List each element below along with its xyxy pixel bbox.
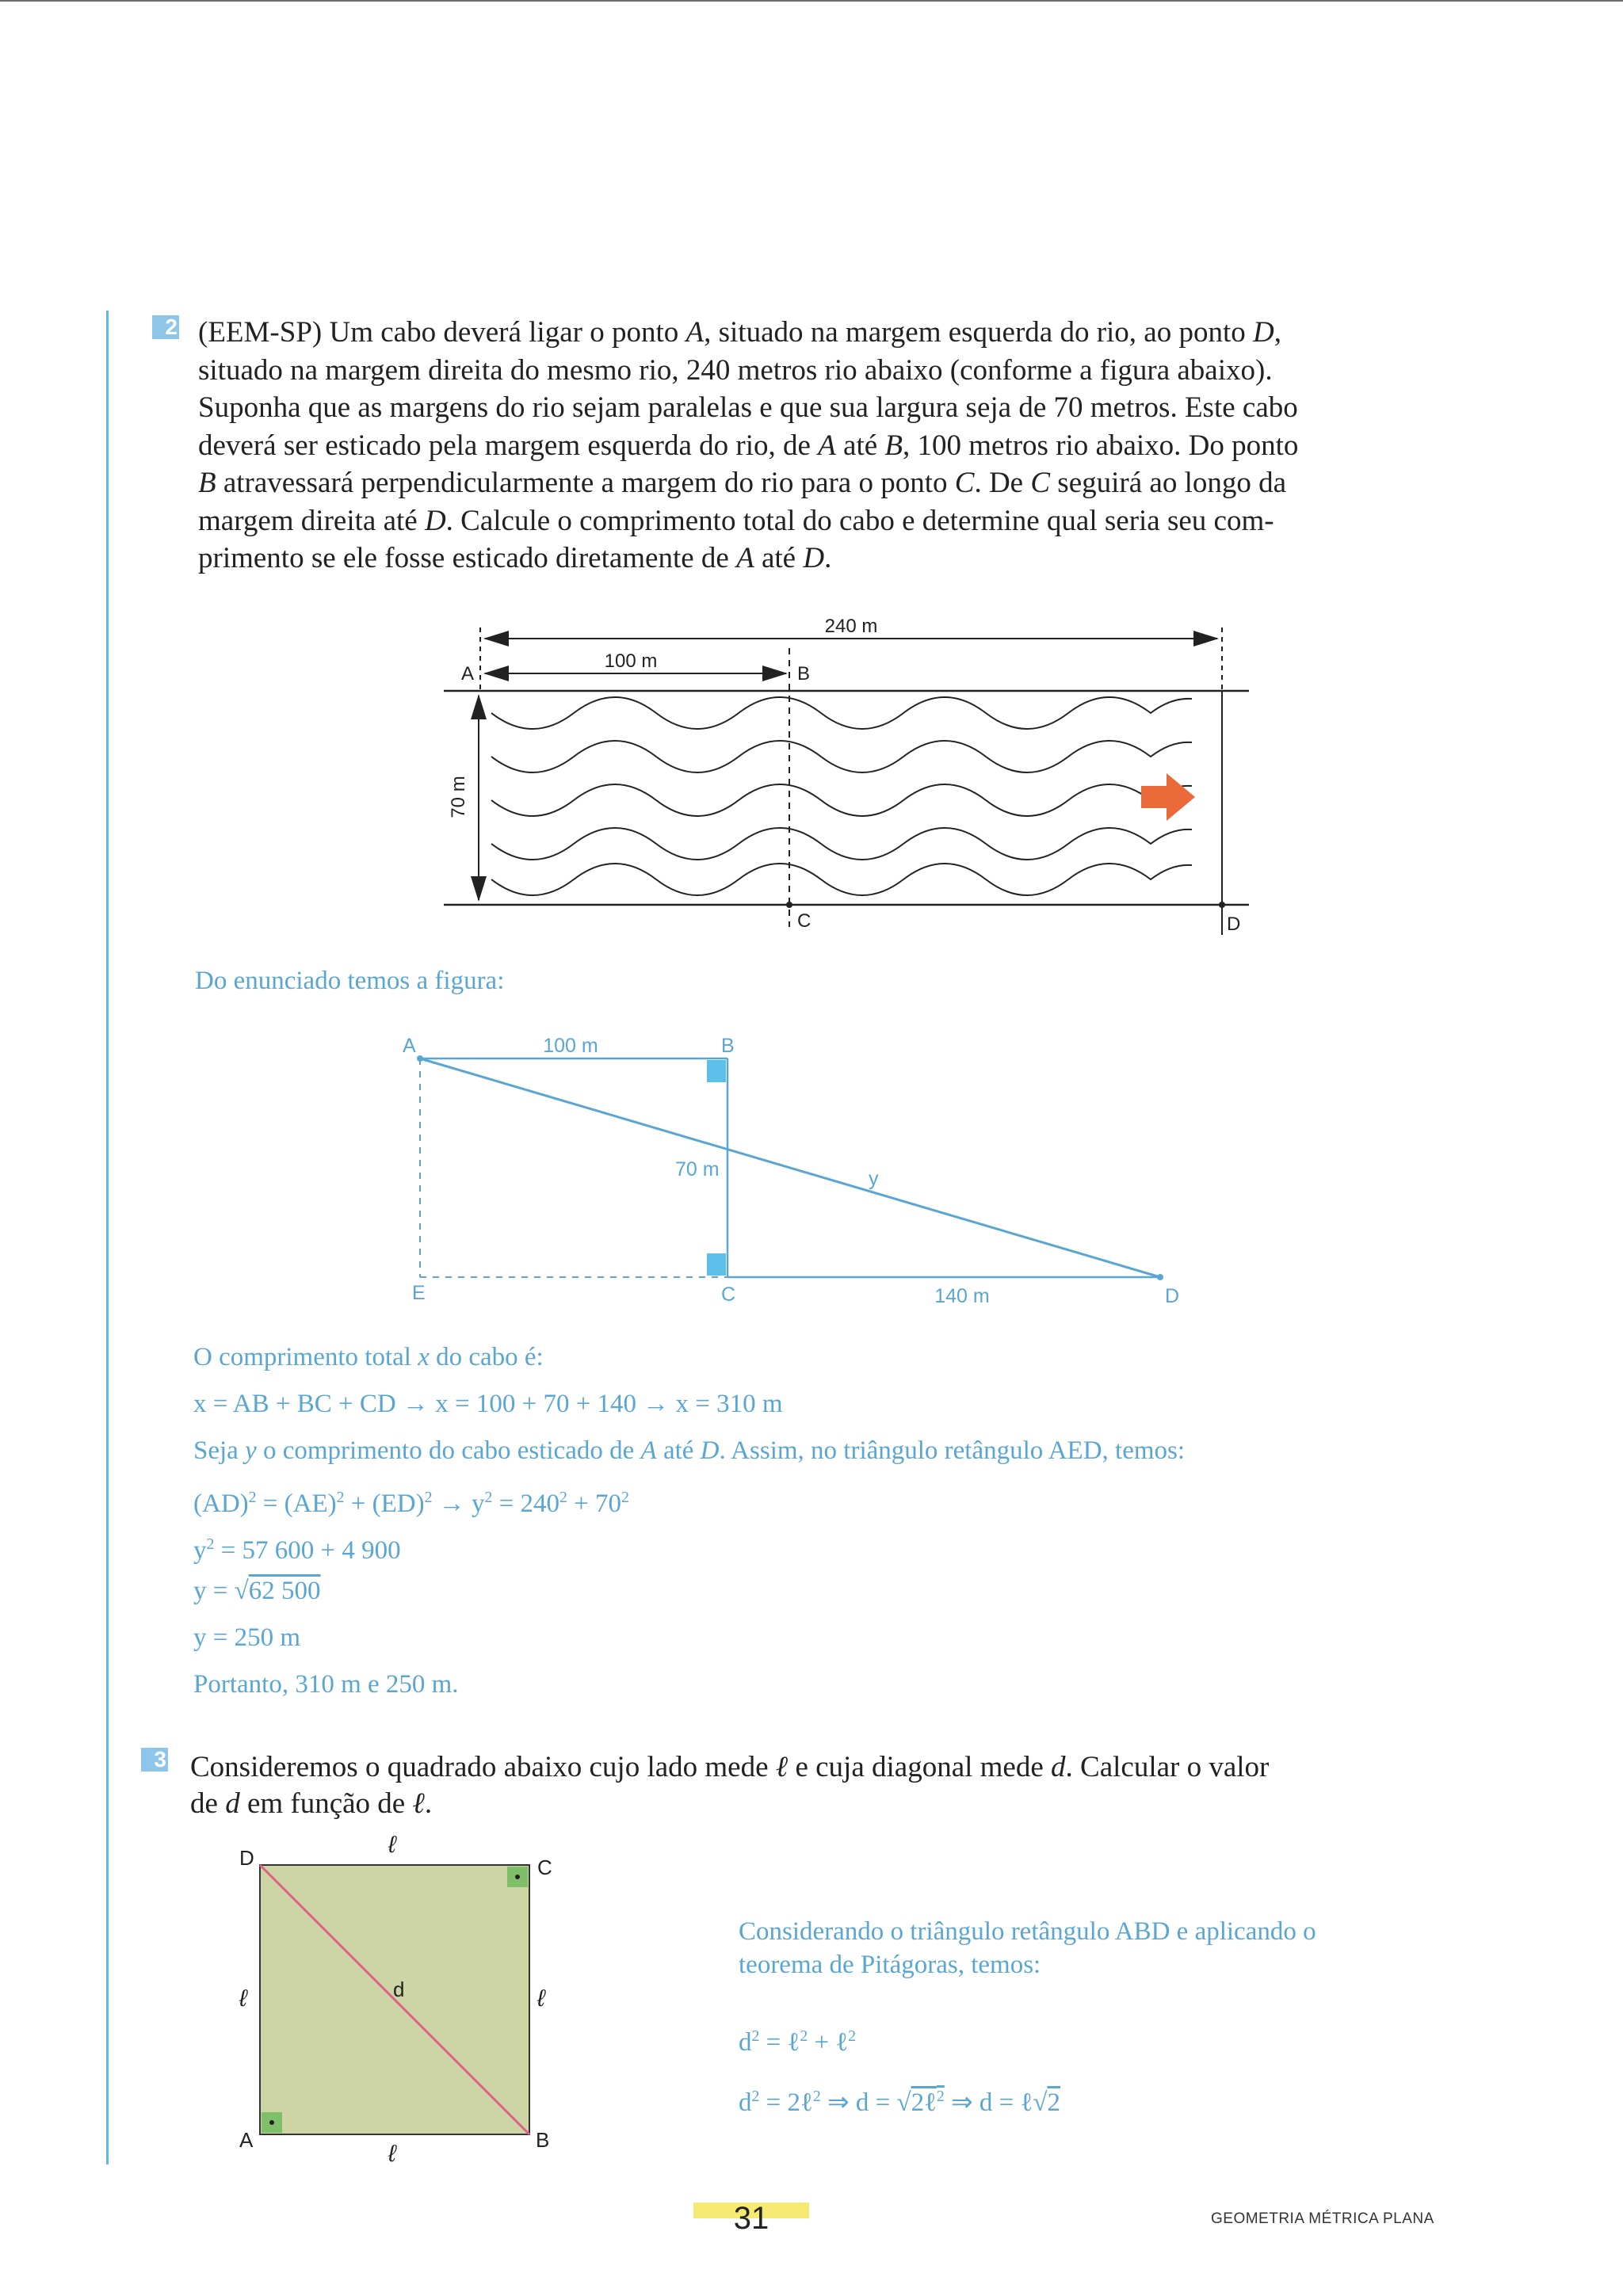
river-waves: [491, 697, 1192, 895]
hypotenuse-label: y: [869, 1168, 879, 1190]
solution-line: y = 250 m: [193, 1623, 301, 1652]
diagonal-label: d: [393, 1978, 405, 2001]
river-flow-arrow-icon: [1141, 773, 1195, 821]
solution-steps: [193, 1341, 1185, 1715]
point-e-label: E: [412, 1282, 426, 1304]
point-d-label: D: [1227, 913, 1241, 935]
solution-intro: Do enunciado temos a figura:: [195, 967, 505, 995]
point-c-label: C: [537, 1855, 552, 1879]
side-bottom-label: ℓ: [388, 2141, 396, 2163]
solution-line: Seja y o comprimento do cabo esticado de A até D. Assim, no triângulo retângulo AED, temos:: [193, 1436, 1186, 1465]
question-number-badge: 2: [152, 315, 179, 339]
equation-2: $d^2$ = 2ℓ$^2$ ⇒ d = √2ℓ$^2$ ⇒ d = ℓ√2: [739, 2088, 1060, 2117]
point-c-label: C: [721, 1283, 736, 1306]
running-title: GEOMETRIA MÉTRICA PLANA: [1211, 2210, 1434, 2227]
point-c-label: C: [797, 910, 812, 932]
river-figure: [444, 610, 1252, 943]
solution-line: teorema de Pitágoras, temos:: [739, 1951, 1041, 1979]
point-b-label: B: [797, 663, 811, 685]
dim-cd-label: 140 m: [934, 1285, 990, 1307]
point-a-label: A: [239, 2128, 254, 2152]
dim-240-label: 240 m: [824, 616, 878, 637]
question-2-text: [198, 314, 1413, 578]
q2-line: margem direita até D. Calcule o comprimento total do cabo e determine qual seria seu com-: [198, 504, 1274, 537]
point-a-label: A: [403, 1035, 416, 1057]
solution-line: Portanto, 310 m e 250 m.: [193, 1670, 459, 1699]
top-rule: [0, 0, 1623, 2]
q2-line: (EEM-SP) Um cabo deverá ligar o ponto A, situado na margem esquerda do rio, ao ponto D,: [198, 316, 1281, 349]
triangle-figure: [396, 1030, 1205, 1315]
question-number-badge: 3: [141, 1748, 168, 1772]
dim-70-label: 70 m: [448, 776, 469, 818]
solution-line: Considerando o triângulo retângulo ABD e aplicando o: [739, 1917, 1316, 1946]
equation-1: $d^2$ = ℓ$^2$ + ℓ$^2$: [739, 2027, 857, 2057]
q3-line: de d em função de ℓ.: [190, 1787, 433, 1820]
right-angle-c: [707, 1253, 726, 1276]
side-top-label: ℓ: [388, 1832, 396, 1858]
q2-line: B atravessará perpendicularmente a margem do rio para o ponto C. De C seguirá ao longo da: [198, 467, 1287, 499]
square-figure: [230, 1830, 579, 2163]
page-number: 31: [733, 2201, 769, 2236]
margin-accent-bar: [106, 311, 109, 2164]
solution-3: [739, 1916, 1316, 1982]
point-d-label: D: [1165, 1285, 1180, 1307]
q2-line: primento se ele fosse esticado diretamente de A até D.: [198, 542, 832, 574]
solution-line: $y^2 = 57$ 600 + 4 900: [193, 1535, 401, 1565]
solution-line: y = √62 500: [193, 1577, 321, 1605]
dim-bc-label: 70 m: [675, 1158, 720, 1180]
solution-line: $(AD)^2 = (AE)^2 + (ED)^2 \to y^2 = 240^2 + 70^2$: [193, 1489, 629, 1518]
side-left-label: ℓ: [239, 1985, 247, 2012]
q3-line: Consideremos o quadrado abaixo cujo lado mede ℓ e cuja diagonal mede d. Calcular o valor: [190, 1751, 1270, 1783]
point-b-label: B: [536, 2128, 550, 2152]
solution-line: x = AB + BC + CD → x = 100 + 70 + 140 → x = 310 m: [193, 1390, 783, 1418]
point-d-label: D: [239, 1846, 254, 1870]
q2-line: Suponha que as margens do rio sejam paralelas e que sua largura seja de 70 metros. Este cabo: [198, 391, 1298, 424]
point-b-label: B: [721, 1035, 735, 1057]
point-a-label: A: [461, 663, 475, 685]
q2-line: deverá ser esticado pela margem esquerda do rio, de A até B, 100 metros rio abaixo. Do ponto: [198, 429, 1299, 462]
segment-ad: [420, 1058, 1160, 1277]
right-angle-b: [707, 1060, 726, 1082]
dim-100-label: 100 m: [604, 650, 658, 672]
q2-line: situado na margem direita do mesmo rio, 240 metros rio abaixo (conforme a figura abaixo).: [198, 353, 1273, 387]
solution-line: O comprimento total x do cabo é:: [193, 1343, 544, 1371]
side-right-label: ℓ: [537, 1985, 545, 2012]
question-3-text: [190, 1749, 1411, 1822]
dim-ab-label: 100 m: [543, 1035, 598, 1057]
